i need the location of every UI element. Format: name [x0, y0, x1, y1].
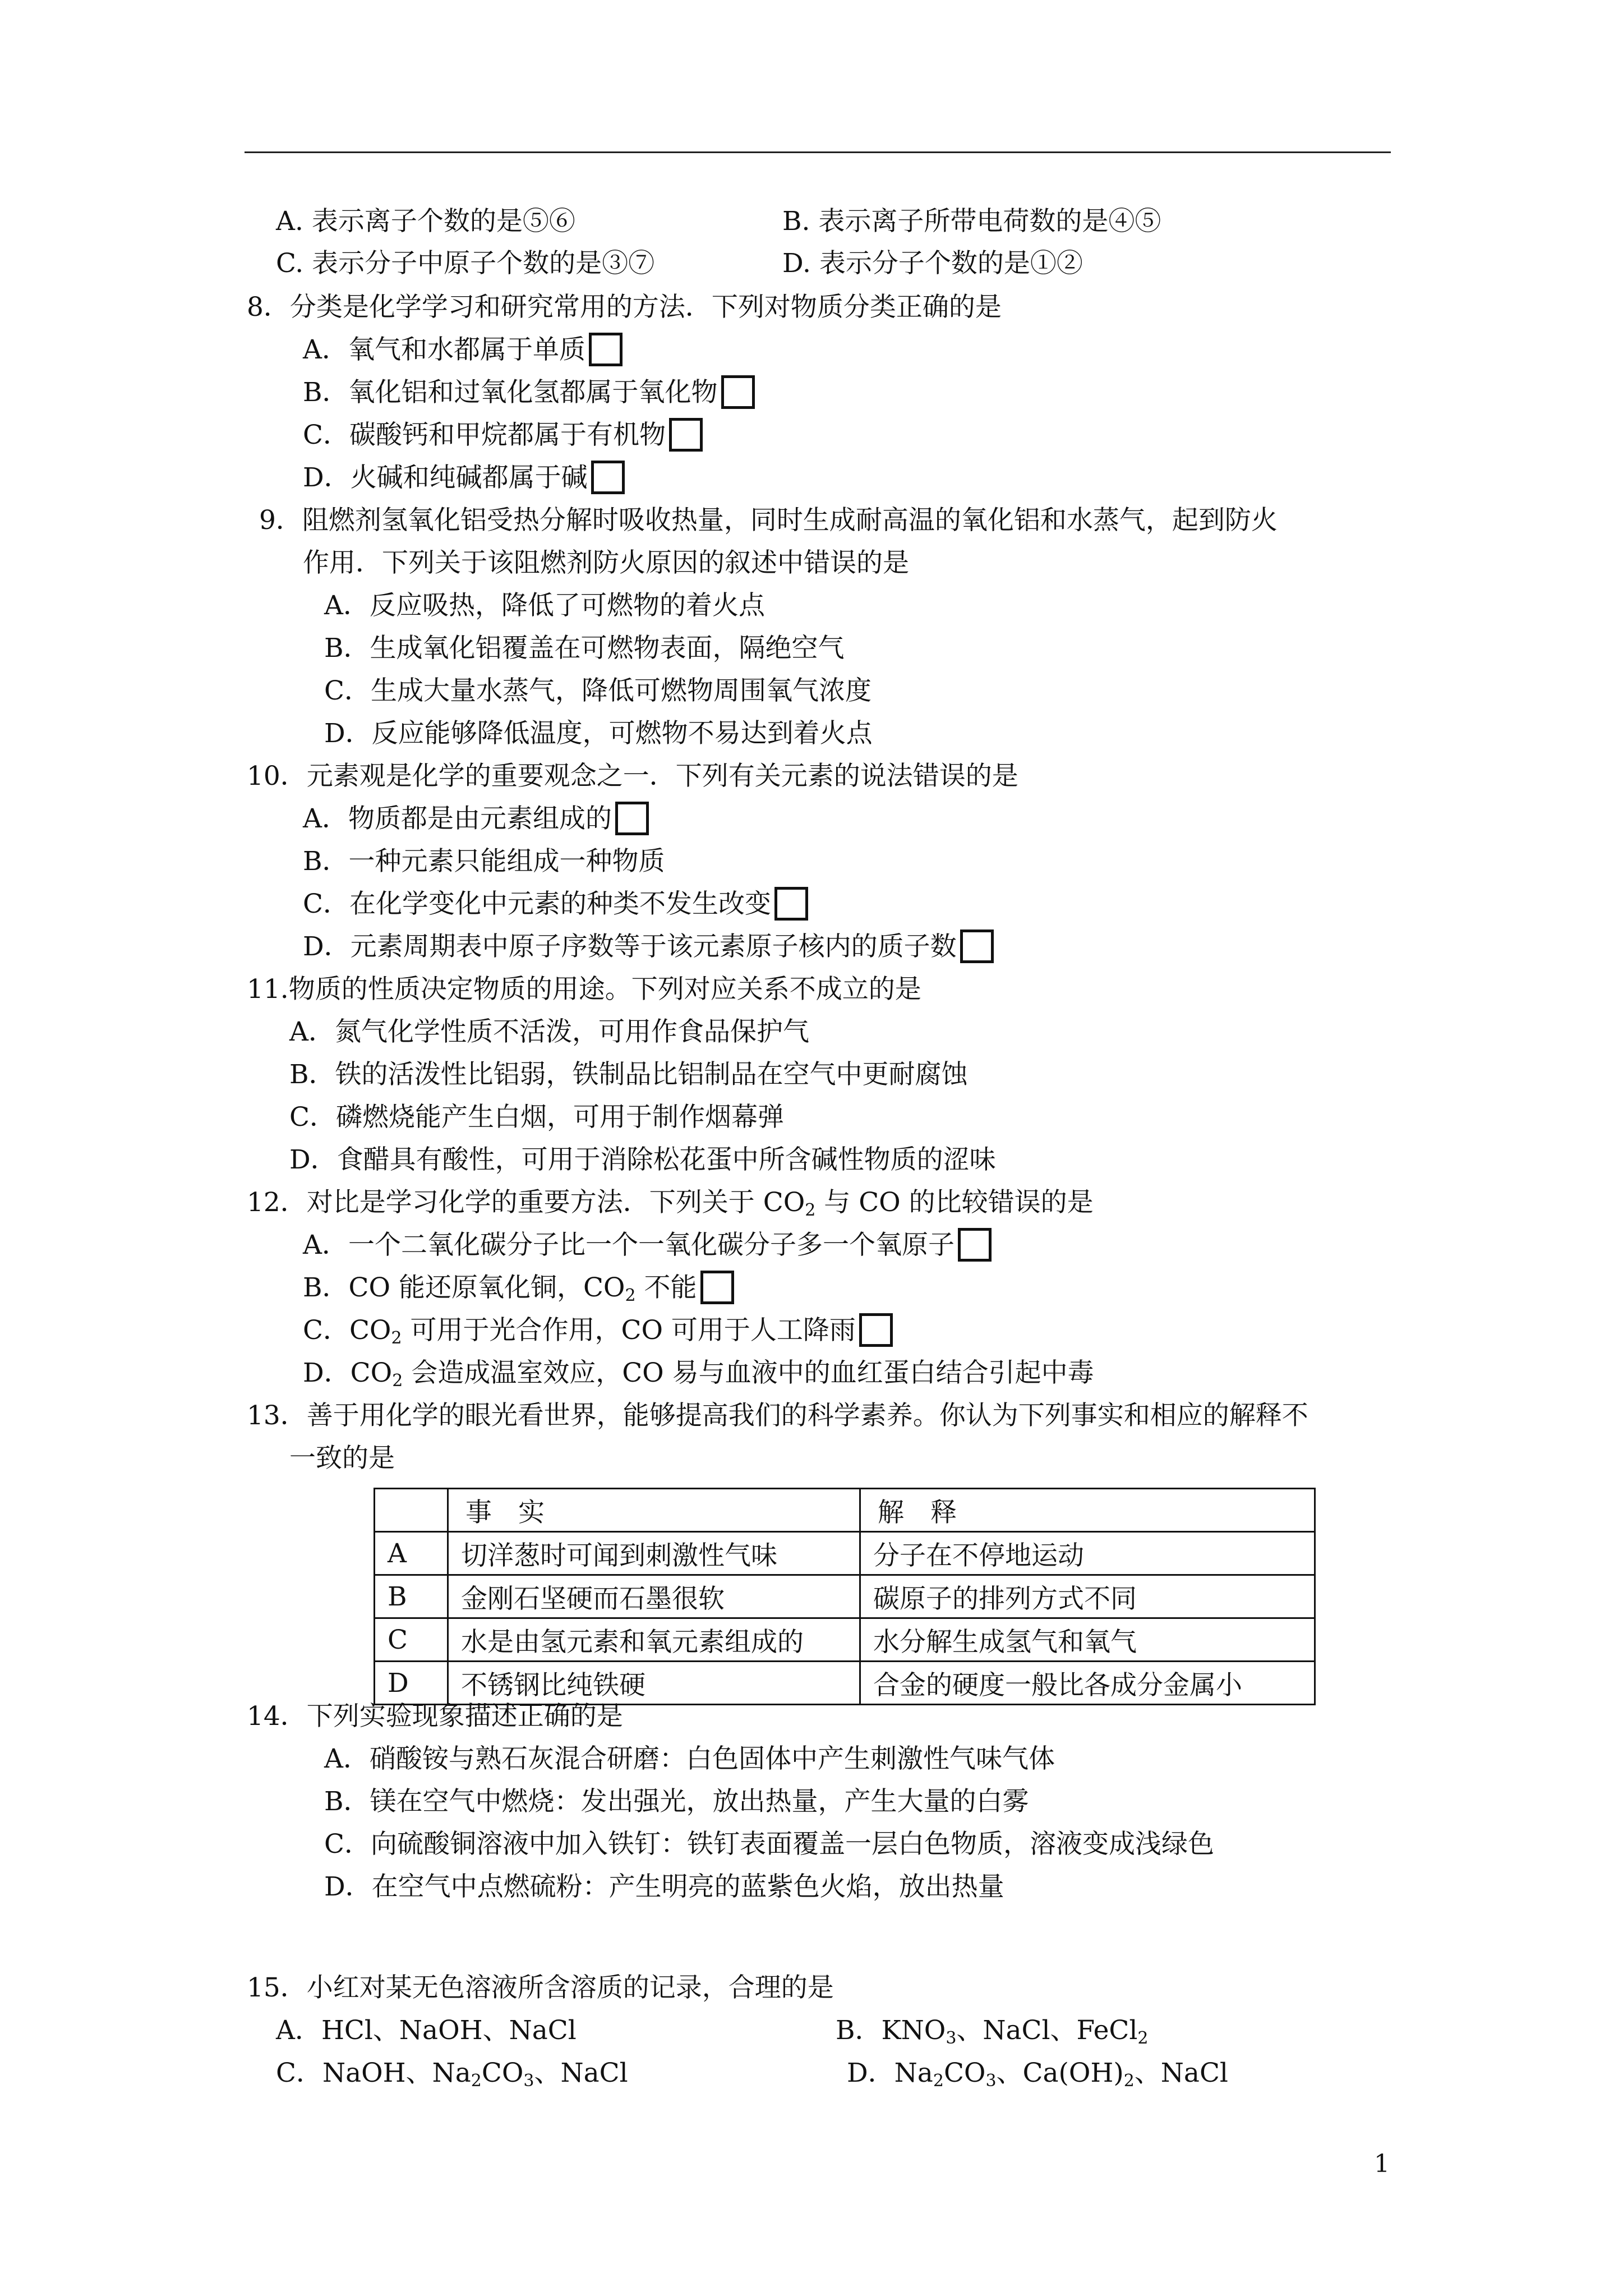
q12-option-b: [303, 1271, 734, 1306]
table-cell: 水分解生成氢气和氧气: [860, 1618, 1315, 1662]
table-row: [375, 1575, 1315, 1618]
q13-stem-line2: 一致的是: [289, 1443, 395, 1474]
table-cell: D: [375, 1662, 448, 1705]
q15-option-d-text-end: 、NaCl: [1134, 2058, 1228, 2088]
q11-stem: 11.物质的性质决定物质的用途。下列对应关系不成立的是: [247, 974, 921, 1005]
q14-option-c: C．向硫酸铜溶液中加入铁钉：铁钉表面覆盖一层白色物质，溶液变成浅绿色: [324, 1829, 1214, 1860]
q12-option-d-text: D．CO: [303, 1358, 393, 1388]
q15-option-d: [847, 2056, 1228, 2090]
q9-option-b: B．生成氧化铝覆盖在可燃物表面，隔绝空气: [324, 633, 845, 664]
q10-option-c-text: C．在化学变化中元素的种类不发生改变: [303, 889, 771, 919]
answer-box: [669, 418, 703, 452]
table-cell: 不锈钢比纯铁硬: [448, 1662, 860, 1705]
answer-box: [721, 375, 755, 409]
table-cell: A: [375, 1532, 448, 1575]
answer-box: [859, 1313, 893, 1347]
q12-option-b-text-end: 不能: [635, 1272, 697, 1303]
answer-box: [615, 802, 649, 835]
q15-option-c: [276, 2056, 628, 2090]
q8-option-c: [303, 418, 703, 454]
q15-stem: 15．小红对某无色溶液所含溶质的记录，合理的是: [247, 1972, 834, 2003]
q11-option-c: C．磷燃烧能产生白烟，可用于制作烟幕弹: [289, 1102, 784, 1133]
table-row: [375, 1618, 1315, 1662]
subscript: 3: [946, 2028, 957, 2048]
q15-option-c-text: C．NaOH、Na: [276, 2058, 471, 2088]
q12-stem: [247, 1186, 1094, 1220]
q12-stem-text: 12．对比是学习化学的重要方法．下列关于 CO: [247, 1187, 805, 1218]
subscript: 2: [391, 1328, 402, 1348]
q8-option-b: [303, 376, 755, 411]
header-rule: [245, 151, 1391, 153]
q9-stem-line1: 9．阻燃剂氢氧化铝受热分解时吸收热量，同时生成耐高温的氧化铝和水蒸气，起到防火: [259, 505, 1278, 536]
table-header-cell: 解 释: [860, 1489, 1315, 1532]
q15-option-a: A．HCl、NaOH、NaCl: [276, 2015, 577, 2046]
page-number: 1: [1374, 2150, 1390, 2178]
subscript: 2: [471, 2071, 482, 2091]
table-cell: 分子在不停地运动: [860, 1532, 1315, 1575]
table-header-row: [375, 1489, 1315, 1532]
q11-option-a: A．氮气化学性质不活泼，可用作食品保护气: [289, 1016, 809, 1047]
answer-box: [958, 1228, 992, 1262]
subscript: 2: [805, 1200, 816, 1220]
answer-box: [591, 461, 625, 494]
q13-stem-line1: 13．善于用化学的眼光看世界，能够提高我们的科学素养。你认为下列事实和相应的解释不: [247, 1400, 1308, 1431]
q10-option-b: B．一种元素只能组成一种物质: [303, 846, 665, 877]
q8-option-d-text: D．火碱和纯碱都属于碱: [303, 462, 588, 493]
q8-option-a: [303, 333, 623, 369]
answer-box: [589, 333, 623, 366]
q15-option-c-text-end: 、NaCl: [534, 2058, 628, 2088]
subscript: 2: [933, 2071, 944, 2091]
q9-option-d: D．反应能够降低温度，可燃物不易达到着火点: [324, 718, 873, 749]
q7-option-b: B. 表示离子所带电荷数的是④⑤: [782, 206, 1161, 237]
q10-option-d-text: D．元素周期表中原子序数等于该元素原子核内的质子数: [303, 931, 957, 962]
q7-option-c: C. 表示分子中原子个数的是③⑦: [276, 248, 655, 279]
q10-option-c: [303, 887, 808, 923]
answer-box: [960, 930, 994, 963]
table-cell: C: [375, 1618, 448, 1662]
q15-option-d-text-mid2: 、Ca(OH): [996, 2058, 1124, 2088]
q12-option-d: [303, 1356, 1094, 1390]
q9-option-a: A．反应吸热，降低了可燃物的着火点: [324, 590, 765, 621]
table-header-cell: [375, 1489, 448, 1532]
q12-option-c-text-end: 可用于光合作用，CO 可用于人工降雨: [402, 1315, 856, 1346]
q10-option-a-text: A．物质都是由元素组成的: [303, 803, 612, 834]
q11-option-b: B．铁的活泼性比铝弱，铁制品比铝制品在空气中更耐腐蚀: [289, 1059, 968, 1090]
q10-option-d: [303, 930, 994, 965]
q10-stem: 10．元素观是化学的重要观念之一．下列有关元素的说法错误的是: [247, 761, 1018, 792]
q14-stem: 14．下列实验现象描述正确的是: [247, 1701, 623, 1732]
q8-option-b-text: B．氧化铝和过氧化氢都属于氧化物: [303, 377, 718, 408]
subscript: 2: [392, 1371, 403, 1391]
q15-option-b-text-end: 、NaCl、FeCl: [956, 2015, 1138, 2046]
table-cell: B: [375, 1575, 448, 1618]
q11-option-d: D．食醋具有酸性，可用于消除松花蛋中所含碱性物质的涩味: [289, 1144, 996, 1175]
table-cell: 碳原子的排列方式不同: [860, 1575, 1315, 1618]
q15-option-b-text: B．KNO: [836, 2015, 946, 2046]
q14-option-a: A．硝酸铵与熟石灰混合研磨：白色固体中产生刺激性气味气体: [324, 1743, 1055, 1774]
subscript: 3: [985, 2071, 997, 2091]
q8-option-d: [303, 461, 625, 496]
table-cell: 合金的硬度一般比各成分金属小: [860, 1662, 1315, 1705]
facts-table: [374, 1488, 1316, 1705]
subscript: 3: [523, 2071, 534, 2091]
q7-option-a: A. 表示离子个数的是⑤⑥: [276, 206, 575, 237]
subscript: 2: [1123, 2071, 1135, 2091]
q14-option-d: D．在空气中点燃硫粉：产生明亮的蓝紫色火焰，放出热量: [324, 1871, 1004, 1902]
q8-stem: 8．分类是化学学习和研究常用的方法．下列对物质分类正确的是: [247, 292, 1002, 323]
q12-option-a-text: A．一个二氧化碳分子比一个一氧化碳分子多一个氧原子: [303, 1230, 955, 1260]
q12-option-b-text: B．CO 能还原氧化铜，CO: [303, 1272, 625, 1303]
answer-box: [774, 887, 808, 921]
table-cell: 切洋葱时可闻到刺激性气味: [448, 1532, 860, 1575]
q8-option-c-text: C．碳酸钙和甲烷都属于有机物: [303, 420, 666, 450]
table-header-cell: 事 实: [448, 1489, 860, 1532]
table-cell: 水是由氢元素和氧元素组成的: [448, 1618, 860, 1662]
answer-box: [700, 1271, 734, 1304]
q15-option-d-text: D．Na: [847, 2058, 933, 2088]
q9-stem-line2: 作用．下列关于该阻燃剂防火原因的叙述中错误的是: [303, 547, 909, 578]
q8-option-a-text: A．氧气和水都属于单质: [303, 334, 585, 365]
q12-stem-text-end: 与 CO 的比较错误的是: [815, 1187, 1094, 1218]
q12-option-c-text: C．CO: [303, 1315, 391, 1346]
subscript: 2: [625, 1286, 636, 1305]
q15-option-b: [836, 2014, 1149, 2047]
q14-option-b: B．镁在空气中燃烧：发出强光，放出热量，产生大量的白雾: [324, 1786, 1029, 1817]
q10-option-a: [303, 802, 649, 838]
q15-option-d-text-mid: CO: [943, 2058, 986, 2088]
subscript: 2: [1137, 2028, 1149, 2048]
q12-option-c: [303, 1314, 893, 1349]
q7-option-d: D. 表示分子个数的是①②: [782, 248, 1083, 279]
q12-option-a: [303, 1228, 992, 1264]
q15-option-c-text-mid: CO: [481, 2058, 524, 2088]
q12-option-d-text-end: 会造成温室效应，CO 易与血液中的血红蛋白结合引起中毒: [403, 1358, 1094, 1388]
table-row: [375, 1532, 1315, 1575]
table-cell: 金刚石坚硬而石墨很软: [448, 1575, 860, 1618]
table-row: [375, 1662, 1315, 1705]
q9-option-c: C．生成大量水蒸气，降低可燃物周围氧气浓度: [324, 675, 872, 706]
